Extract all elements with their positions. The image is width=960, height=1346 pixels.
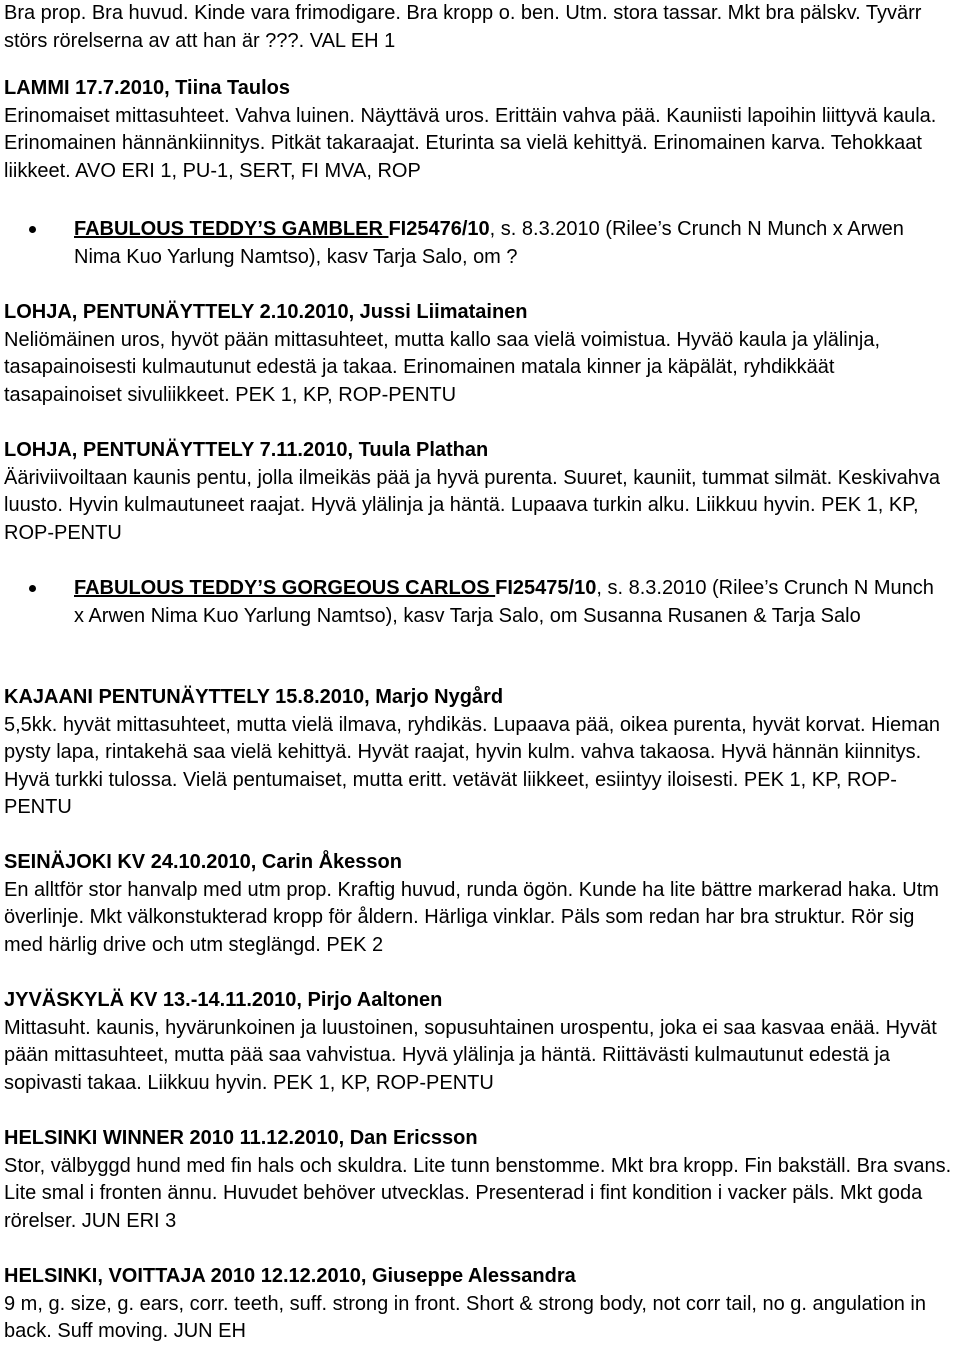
dog-registration: FI25475/10 xyxy=(495,577,597,599)
intro-text: Bra prop. Bra huvud. Kinde vara frimodigare. Bra kropp o. ben. Utm. stora tassar. Mkt bra pälskv. Tyvärr störs rörelserna av att han är ???. VAL EH 1 xyxy=(4,2,922,52)
dog-details: , s. 8.3.2010 (Rilee’s Crunch N Munch x Arwen Nima Kuo Yarlung Namtso), kasv Tarja Salo, om Susanna Rusanen & Tarja Salo xyxy=(74,577,934,627)
dog-registration: FI25476/10 xyxy=(388,218,490,240)
show-heading: JYVÄSKYLÄ KV 13.-14.11.2010, Pirjo Aaltonen xyxy=(4,989,443,1011)
show-entry-helsinki-winner xyxy=(4,1125,954,1235)
show-heading: HELSINKI, VOITTAJA 2010 12.12.2010, Giuseppe Alessandra xyxy=(4,1265,576,1287)
critique-text: Mittasuht. kaunis, hyvärunkoinen ja luustoinen, sopusuhtainen urospentu, joka ei saa kasvaa enää. Hyvät pään mittasuhteet, mutta pää saa vahvistua. Hyvä ylälinja ja häntä. Riittävästi kulmautunut edestä ja sopivasti takaa. Liikkuu hyvin. PEK 1, KP, ROP-PENTU xyxy=(4,1016,937,1094)
show-heading: LOHJA, PENTUNÄYTTELY 7.11.2010, Tuula Plathan xyxy=(4,439,489,461)
show-entry-seinajoki xyxy=(4,849,954,959)
show-heading: LOHJA, PENTUNÄYTTELY 2.10.2010, Jussi Liimatainen xyxy=(4,301,528,323)
show-entry-lammi xyxy=(4,75,954,185)
show-heading: KAJAANI PENTUNÄYTTELY 15.8.2010, Marjo Nygård xyxy=(4,686,504,708)
dog-name: FABULOUS TEDDY’S GAMBLER xyxy=(74,218,389,240)
show-entry-helsinki-voittaja xyxy=(4,1263,954,1346)
intro-critique xyxy=(4,0,954,55)
show-entry-kajaani xyxy=(4,684,954,822)
show-entry-lohja-1 xyxy=(4,299,954,409)
bullet-icon xyxy=(29,226,36,233)
show-heading: HELSINKI WINNER 2010 11.12.2010, Dan Ericsson xyxy=(4,1127,478,1149)
bullet-icon xyxy=(29,585,36,592)
dog-entry-carlos xyxy=(74,575,944,630)
dog-entry-gambler xyxy=(74,216,944,271)
critique-text: En alltför stor hanvalp med utm prop. Kraftig huvud, runda ögön. Kunde ha lite bättre markerad haka. Utm överlinje. Mkt välkonstukterad kropp för åldern. Härliga vinklar. Päls som redan har bra struktur. Rör sig med härlig drive och utm steglängd. PEK 2 xyxy=(4,878,939,956)
show-heading: LAMMI 17.7.2010, Tiina Taulos xyxy=(4,77,291,99)
critique-text: Stor, välbyggd hund med fin hals och skuldra. Lite tunn benstomme. Mkt bra kropp. Fin bakställ. Bra svans. Lite smal i fronten ännu. Huvudet behöver utvecklas. Presenterad i fint kondition i vacker päls. Mkt goda rörelser. JUN ERI 3 xyxy=(4,1154,952,1232)
dog-name: FABULOUS TEDDY’S GORGEOUS CARLOS xyxy=(74,577,496,599)
show-heading: SEINÄJOKI KV 24.10.2010, Carin Åkesson xyxy=(4,851,402,873)
critique-text: Neliömäinen uros, hyvöt pään mittasuhteet, mutta kallo saa vielä voimistua. Hyväö kaula ja ylälinja, tasapainoisesti kulmautunut edestä ja takaa. Erinomainen matala kinner ja käpälät, ryhdikkäät tasapainoiset sivuliikkeet. PEK 1, KP, ROP-PENTU xyxy=(4,328,880,406)
critique-text: 5,5kk. hyvät mittasuhteet, mutta vielä ilmava, ryhdikäs. Lupaava pää, oikea purenta, hyvät korvat. Hieman pysty lapa, rintakehä saa vielä kehittyä. Hyvät raajat, hyvin kulm. vahva takaosa. Hyvä hännän kiinnitys. Hyvä turkki tulossa. Vielä pentumaiset, mutta eritt. vetävät liikkeet, esiintyy iloisesti. PEK 1, KP, ROP-PENTU xyxy=(4,713,941,819)
dog-details: , s. 8.3.2010 (Rilee’s Crunch N Munch x Arwen Nima Kuo Yarlung Namtso), kasv Tarja Salo, om ? xyxy=(74,218,904,268)
critique-text: Erinomaiset mittasuhteet. Vahva luinen. Näyttävä uros. Erittäin vahva pää. Kauniisti lapoihin liittyvä kaula. Erinomainen hännänkiinnitys. Pitkät takaraajat. Eturinta sa vielä kehittyä. Erinomainen karva. Tehokkaat liikkeet. AVO ERI 1, PU-1, SERT, FI MVA, ROP xyxy=(4,104,937,182)
critique-text: 9 m, g. size, g. ears, corr. teeth, suff. strong in front. Short & strong body, not corr tail, no g. angulation in back. Suff moving. JUN EH xyxy=(4,1292,926,1343)
critique-text: Ääriviivoiltaan kaunis pentu, jolla ilmeikäs pää ja hyvä purenta. Suuret, kauniit, tummat silmät. Keskivahva luusto. Hyvin kulmautuneet raajat. Hyvä ylälinja ja häntä. Lupaava turkin alku. Liikkuu hyvin. PEK 1, KP, ROP-PENTU xyxy=(4,466,941,544)
show-entry-lohja-2 xyxy=(4,437,954,547)
show-entry-jyvaskyla xyxy=(4,987,954,1097)
